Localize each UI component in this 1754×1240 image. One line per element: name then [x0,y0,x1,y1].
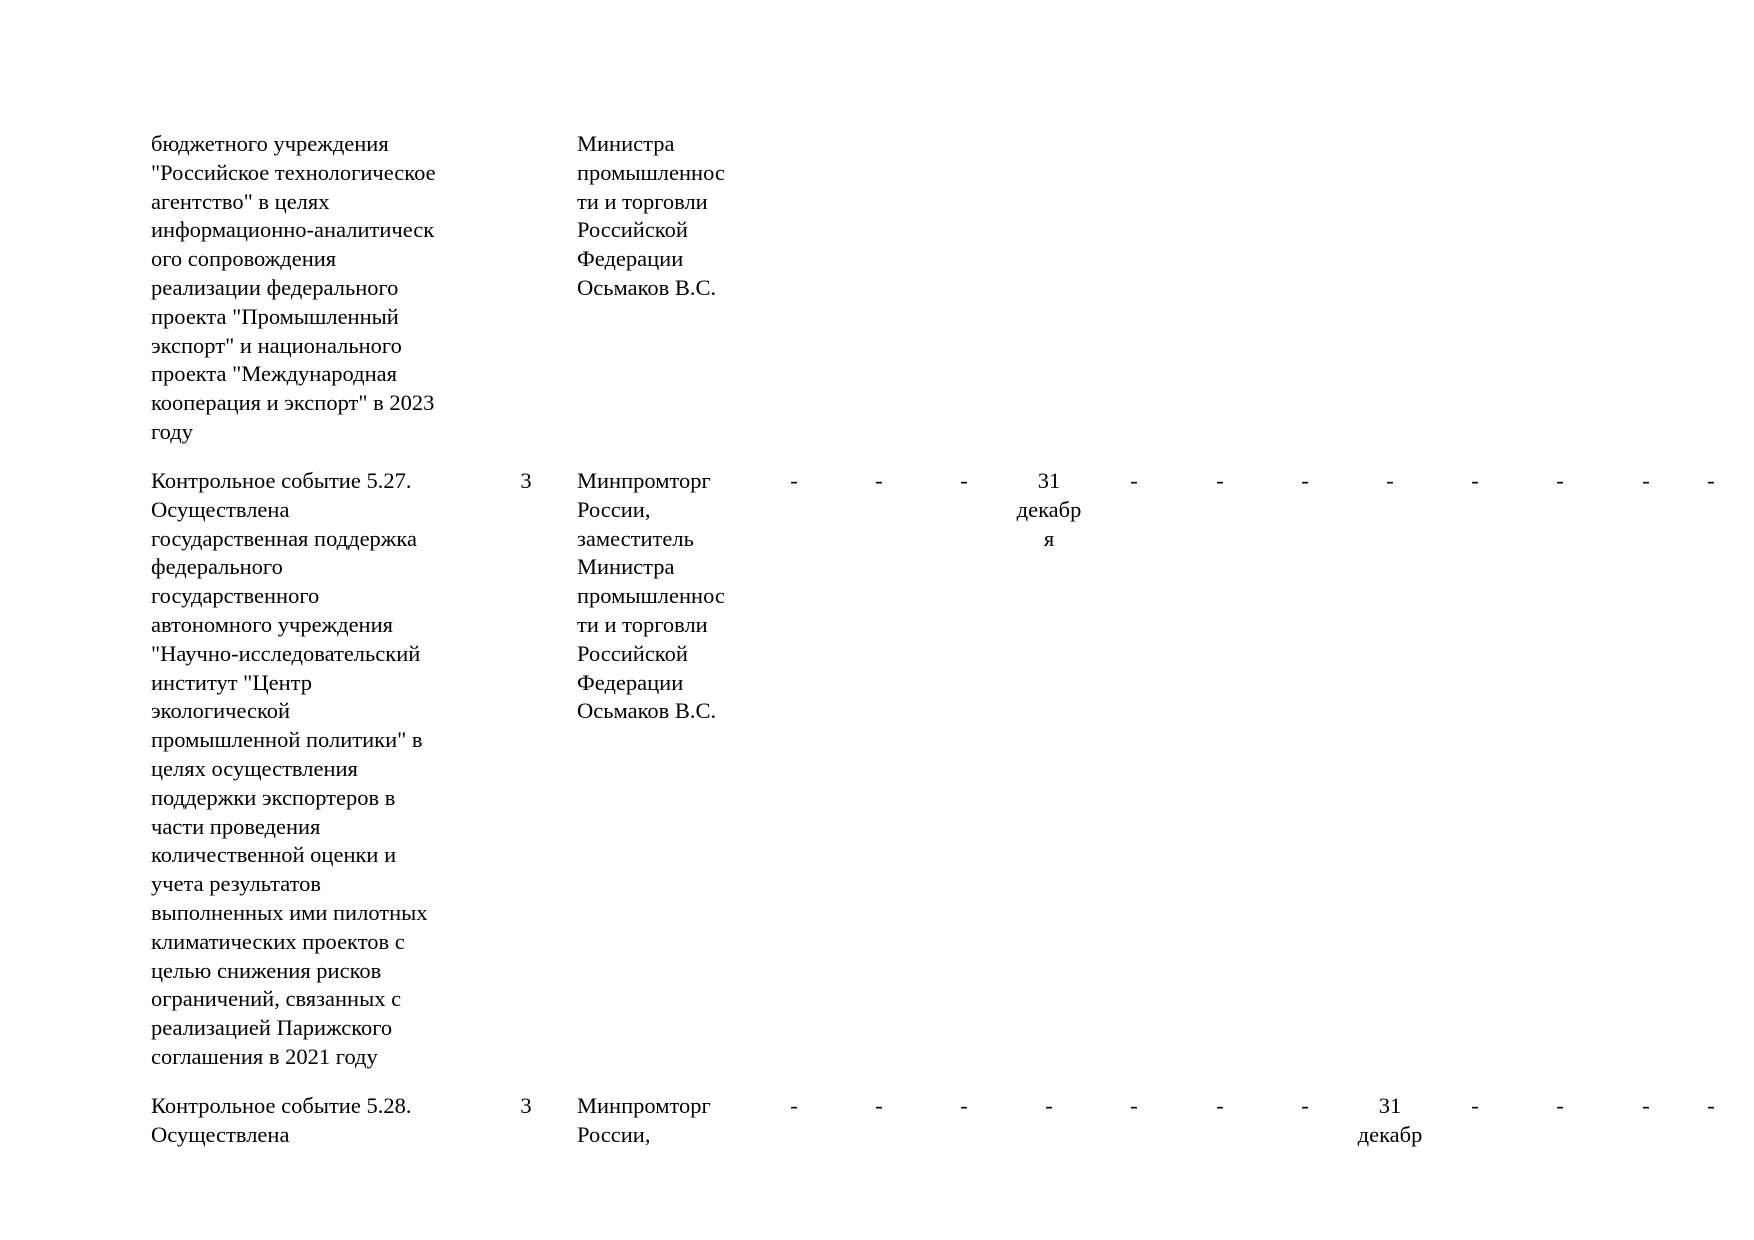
responsible-executor: Минпромторг России, [577,1093,711,1147]
period-mark: - [1556,1093,1564,1118]
period-mark: 31 декабр [1357,1093,1423,1147]
event-description: Контрольное событие 5.27. Осуществлена государственная поддержка федерального государственного автономного учреждения "Научно-исследовательский институт "Центр экологической промышленной политики" в целях осуществления поддержки экспортеров в части проведения количественной оценки и учета результатов выполненных ими пилотных климатических проектов с целью снижения рисков ограничений, связанных с реализацией Парижского соглашения в 2021 году [151,468,428,1069]
period-mark: - [960,468,968,493]
event-level: 3 [520,468,532,493]
responsible-executor: Министра промышленнос ти и торговли Российской Федерации Осьмаков В.С. [577,131,725,300]
period-mark: - [1301,1093,1309,1118]
period-mark: - [1642,468,1650,493]
period-mark: - [790,1093,798,1118]
period-mark: - [1642,1093,1650,1118]
period-mark: - [1471,1093,1479,1118]
period-mark: - [1130,1093,1138,1118]
period-mark: - [1216,1093,1224,1118]
period-mark: 31 декабр я [1016,468,1082,551]
period-mark: - [960,1093,968,1118]
period-mark: - [1707,468,1715,493]
period-mark: - [1386,468,1394,493]
event-description: Контрольное событие 5.28. Осуществлена [151,1093,412,1147]
period-mark: - [1130,468,1138,493]
period-mark: - [875,1093,883,1118]
responsible-executor: Минпромторг России, заместитель Министра промышленнос ти и торговли Российской Федерации Осьмаков В.С. [577,468,725,724]
period-mark: - [1301,468,1309,493]
period-mark: - [790,468,798,493]
event-level: 3 [520,1093,532,1118]
period-mark: - [1707,1093,1715,1118]
period-mark: - [875,468,883,493]
period-mark: - [1216,468,1224,493]
period-mark: - [1556,468,1564,493]
event-description: бюджетного учреждения "Российское технологическое агентство" в целях информационно-аналитическ ого сопровождения реализации федерального проекта "Промышленный экспорт" и национального проекта "Международная кооперация и экспорт" в 2023 году [151,131,436,444]
period-mark: - [1045,1093,1053,1118]
period-mark: - [1471,468,1479,493]
